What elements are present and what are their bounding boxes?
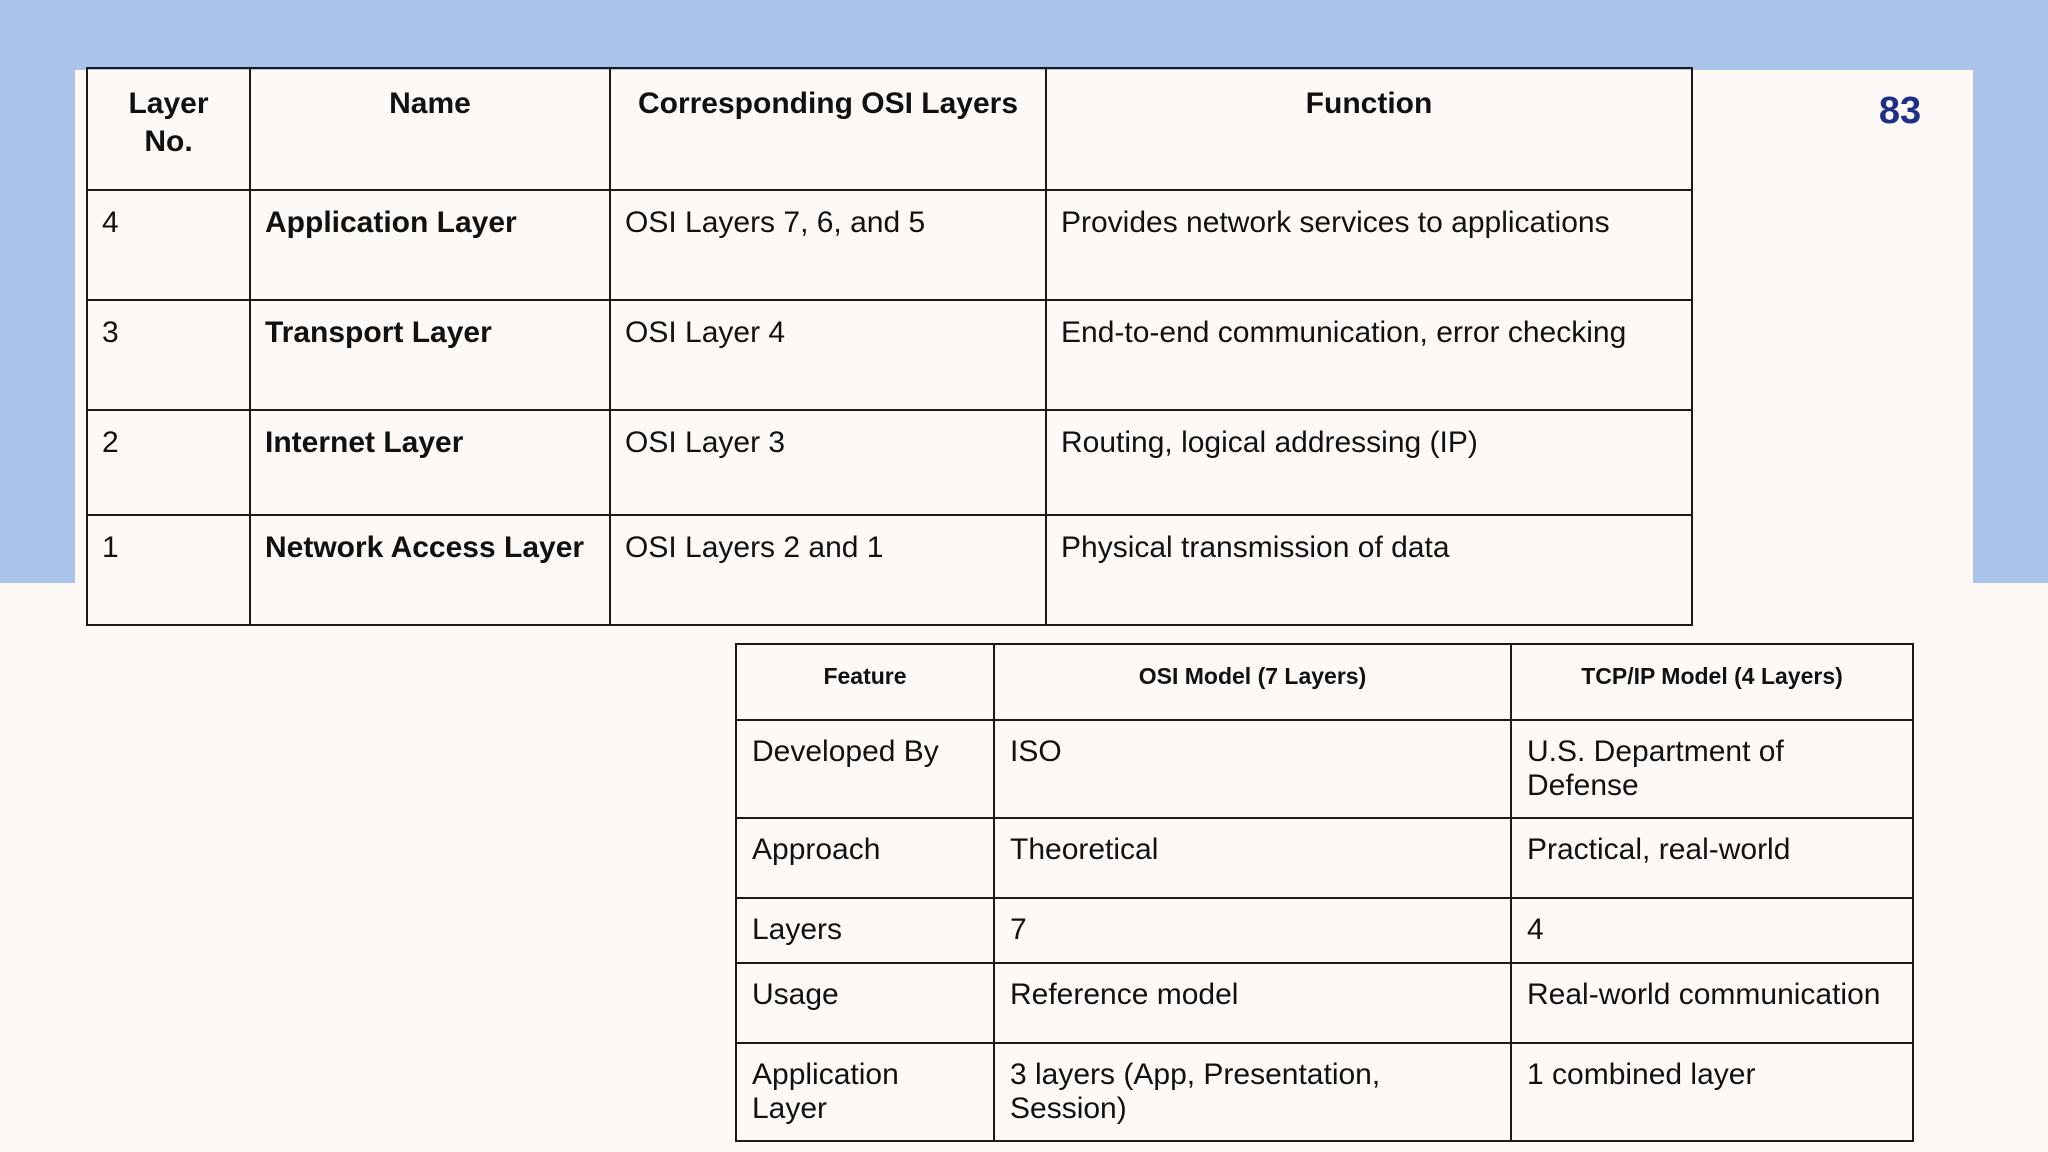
table-row: [87, 300, 1692, 410]
osi-value-cell: 3 layers (App, Presentation, Session): [994, 1043, 1511, 1141]
osi-layers-cell: OSI Layer 4: [610, 300, 1046, 410]
osi-value-cell: 7: [994, 898, 1511, 963]
function-cell: Provides network services to applications: [1046, 190, 1692, 300]
table-row: [736, 1043, 1913, 1141]
feature-cell: Developed By: [736, 720, 994, 818]
layer-name-cell: Transport Layer: [250, 300, 610, 410]
osi-layers-cell: OSI Layer 3: [610, 410, 1046, 515]
layer-number-cell: 1: [87, 515, 250, 625]
tcpip-value-cell: U.S. Department of Defense: [1511, 720, 1913, 818]
osi-layers-cell: OSI Layers 2 and 1: [610, 515, 1046, 625]
column-header-tcpip-model: TCP/IP Model (4 Layers): [1511, 644, 1913, 720]
feature-cell: Approach: [736, 818, 994, 898]
table-row: [736, 818, 1913, 898]
table-row: [87, 190, 1692, 300]
column-header-feature: Feature: [736, 644, 994, 720]
feature-cell: Usage: [736, 963, 994, 1043]
layer-name-cell: Internet Layer: [250, 410, 610, 515]
osi-value-cell: Reference model: [994, 963, 1511, 1043]
table-header-row: [736, 644, 1913, 720]
table-header-row: [87, 68, 1692, 190]
layer-number-cell: 2: [87, 410, 250, 515]
layer-number-cell: 3: [87, 300, 250, 410]
layer-name-cell: Network Access Layer: [250, 515, 610, 625]
feature-cell: Layers: [736, 898, 994, 963]
column-header-name: Name: [250, 68, 610, 190]
feature-cell: Application Layer: [736, 1043, 994, 1141]
layer-name-cell: Application Layer: [250, 190, 610, 300]
column-header-osi-model: OSI Model (7 Layers): [994, 644, 1511, 720]
tcpip-value-cell: 1 combined layer: [1511, 1043, 1913, 1141]
function-cell: Routing, logical addressing (IP): [1046, 410, 1692, 515]
osi-value-cell: Theoretical: [994, 818, 1511, 898]
column-header-function: Function: [1046, 68, 1692, 190]
function-cell: Physical transmission of data: [1046, 515, 1692, 625]
column-header-osi-layers: Corresponding OSI Layers: [610, 68, 1046, 190]
table-row: [87, 410, 1692, 515]
table-row: [736, 720, 1913, 818]
osi-value-cell: ISO: [994, 720, 1511, 818]
function-cell: End-to-end communication, error checking: [1046, 300, 1692, 410]
tcpip-value-cell: 4: [1511, 898, 1913, 963]
tcpip-value-cell: Practical, real-world: [1511, 818, 1913, 898]
tcp-ip-layers-table: [86, 67, 1693, 626]
osi-vs-tcpip-comparison-table: [735, 643, 1914, 1142]
page-number: 83: [1878, 90, 1922, 132]
tcpip-value-cell: Real-world communication: [1511, 963, 1913, 1043]
column-header-layer-no: Layer No.: [87, 68, 250, 190]
osi-layers-cell: OSI Layers 7, 6, and 5: [610, 190, 1046, 300]
table-row: [736, 963, 1913, 1043]
table-row: [736, 898, 1913, 963]
table-row: [87, 515, 1692, 625]
layer-number-cell: 4: [87, 190, 250, 300]
